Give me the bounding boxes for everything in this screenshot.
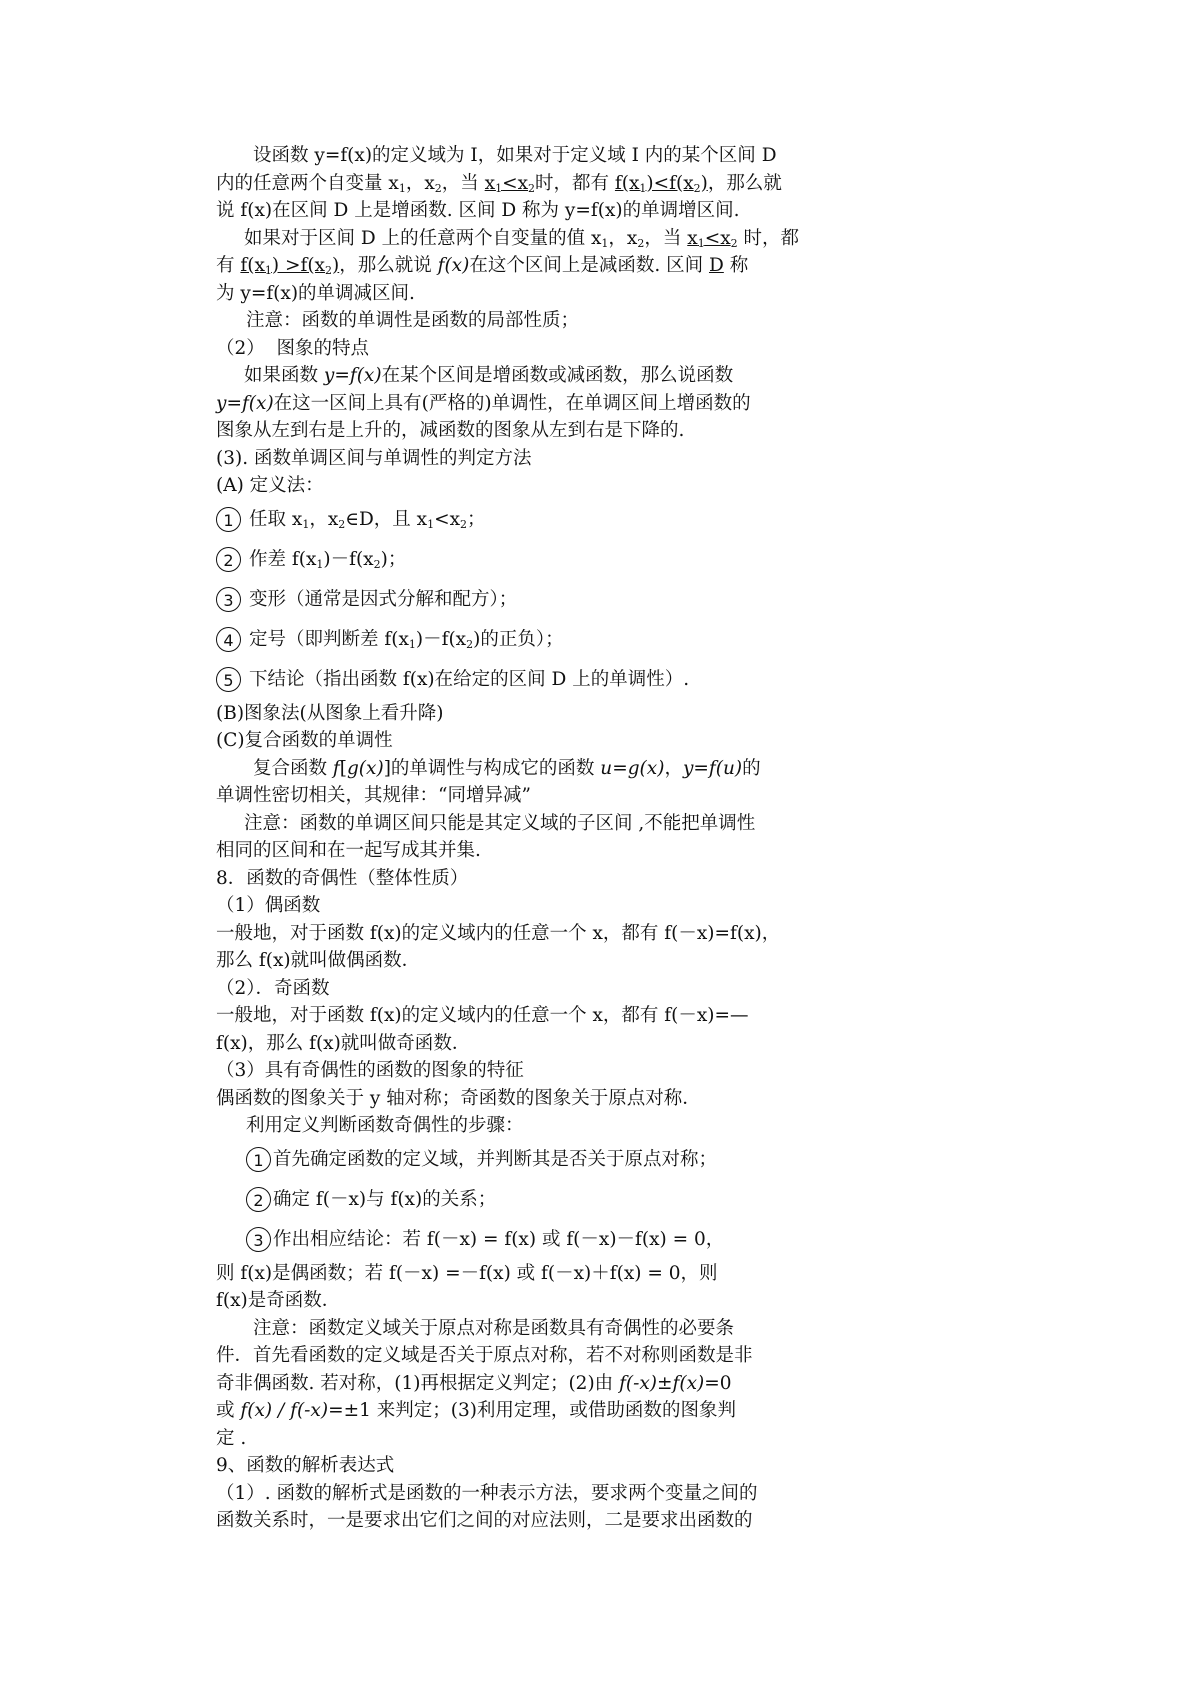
text: (A) 定义法： — [216, 475, 324, 496]
text: 奇非偶函数. 若对称，(1)再根据定义判定；(2)由 — [216, 1372, 620, 1394]
text: 变形（通常是因式分解和配方）； — [249, 588, 518, 610]
text: ； — [467, 508, 486, 530]
step-item — [216, 1140, 836, 1180]
italic-text: u=g(x) — [600, 757, 665, 779]
underlined-text — [687, 228, 737, 249]
text-line — [216, 1507, 836, 1535]
underlined-text — [485, 173, 535, 194]
text-line — [216, 390, 836, 418]
italic-text: f(x) / f(-x) — [240, 1400, 329, 1421]
text-line — [216, 1315, 836, 1343]
text: f(x)，那么 f(x)就叫做奇函数． — [216, 1032, 471, 1054]
text: ) — [700, 172, 708, 194]
circled-number: 2 — [246, 1187, 271, 1212]
subscript: 2 — [325, 264, 332, 277]
text-line — [216, 1057, 836, 1085]
text: 单调性密切相关，其规律：“同增异减” — [216, 785, 531, 806]
text: f(x — [240, 255, 265, 276]
text: 下结论（指出函数 f(x)在给定的区间 D 上的单调性）. — [249, 668, 690, 690]
text: ，那么就 — [707, 172, 782, 194]
text-line — [216, 417, 836, 445]
step-item — [216, 1180, 836, 1220]
text: ， — [664, 757, 683, 779]
text: 件．首先看函数的定义域是否关于原点对称，若不对称则函数是非 — [216, 1345, 753, 1366]
step-item — [216, 1220, 836, 1260]
text: 则 f(x)是偶函数；若 f(－x) =－f(x) 或 f(－x)＋f(x) = 0，则 — [216, 1262, 718, 1284]
italic-text: f(x) — [672, 1372, 705, 1394]
text-line — [216, 947, 836, 975]
italic-text: y=f(x) — [323, 365, 382, 386]
text: ，x — [405, 172, 435, 194]
text-line — [216, 1287, 836, 1315]
text-line — [216, 170, 836, 198]
document-page — [216, 142, 836, 1535]
text: ) >f(x — [271, 255, 325, 276]
text: [ — [339, 757, 347, 779]
text: （2）．奇函数 — [216, 977, 330, 999]
text: 作出相应结论：若 f(－x) = f(x) 或 f(－x)－f(x) = 0， — [273, 1228, 725, 1250]
text: ∈D，且 x — [345, 508, 428, 530]
text: 定号（即判断差 f(x — [249, 628, 409, 650]
circled-number: 3 — [246, 1227, 271, 1252]
section-heading: （2） 图象的特点 — [216, 337, 370, 359]
text: （3）具有奇偶性的函数的图象的特征 — [216, 1060, 524, 1081]
text: 一般地，对于函数 f(x)的定义域内的任意一个 x，都有 f(－x)=— — [216, 1005, 749, 1026]
subscript: 2 — [730, 236, 738, 250]
text-line — [216, 782, 836, 810]
text: ) — [332, 255, 340, 276]
text-line — [216, 1002, 836, 1030]
circled-number: 4 — [216, 627, 241, 652]
text-line — [216, 1425, 836, 1453]
circled-number: 2 — [216, 547, 241, 572]
text-line — [216, 1397, 836, 1425]
text: )的正负）； — [473, 628, 564, 650]
text: ，当 — [441, 172, 485, 194]
text: 内的任意两个自变量 x — [216, 172, 399, 194]
text: )－f(x — [415, 628, 467, 650]
italic-text: f(-x) — [619, 1372, 658, 1394]
italic-text: f(x) — [437, 255, 470, 276]
text: 在这个区间上是减函数. 区间 — [469, 255, 709, 276]
text: 一般地，对于函数 f(x)的定义域内的任意一个 x，都有 f(－x)=f(x)， — [216, 922, 781, 944]
text-line — [216, 197, 836, 225]
text: (C)复合函数的单调性 — [216, 730, 393, 751]
underlined-text — [615, 173, 708, 194]
italic-text: y=f(u) — [682, 757, 743, 779]
text: 复合函数 — [253, 757, 333, 779]
text: 如果对于区间 D 上的任意两个自变量的值 x — [244, 227, 602, 249]
subscript: 1 — [408, 637, 416, 651]
text: （1）偶函数 — [216, 895, 321, 916]
text-line — [216, 1085, 836, 1113]
text: 的单调性与构成它的函数 — [390, 757, 601, 779]
step-item — [216, 580, 836, 620]
text: ，x — [309, 508, 339, 530]
text: ] — [383, 757, 391, 779]
step-item — [216, 540, 836, 580]
italic-text: g(x) — [346, 757, 384, 779]
text: 有 — [216, 255, 241, 276]
text: 称 — [723, 255, 749, 276]
text: 确定 f(－x)与 f(x)的关系； — [273, 1188, 497, 1210]
text-line — [216, 975, 836, 1003]
circled-number: 5 — [216, 667, 241, 692]
subscript: 1 — [427, 517, 435, 531]
section-heading: 8．函数的奇偶性（整体性质） — [216, 867, 469, 889]
text: ，那么就说 — [339, 255, 438, 276]
step-item — [216, 500, 836, 540]
text: =±1 来判定；(3)利用定理，或借助函数的图象判 — [328, 1400, 736, 1421]
text: x — [687, 227, 698, 249]
text: 偶函数的图象关于 y 轴对称；奇函数的图象关于原点对称． — [216, 1087, 701, 1109]
text: 那么 f(x)就叫做偶函数． — [216, 950, 421, 971]
text-line — [216, 1480, 836, 1508]
text-line — [216, 335, 836, 363]
italic-text: y=f(x) — [216, 392, 274, 414]
subscript: 2 — [460, 517, 468, 531]
section-heading: 9、函数的解析表达式 — [216, 1455, 395, 1476]
text: )－f(x — [323, 548, 374, 570]
text-line — [216, 1370, 836, 1398]
text-line — [216, 727, 836, 755]
text: 图象从左到右是上升的，减函数的图象从左到右是下降的. — [216, 420, 685, 441]
text: 设函数 y=f(x)的定义域为 I，如果对于定义域 I 内的某个区间 D — [253, 145, 777, 166]
underlined-text — [240, 255, 339, 276]
text: （1）. 函数的解析式是函数的一种表示方法，要求两个变量之间的 — [216, 1482, 758, 1504]
text-line — [216, 892, 836, 920]
text-line — [216, 700, 836, 728]
text-line — [216, 837, 836, 865]
text: 相同的区间和在一起写成其并集. — [216, 840, 481, 861]
text: 利用定义判断函数奇偶性的步骤： — [246, 1115, 524, 1136]
text-line — [216, 865, 836, 893]
text-line — [216, 755, 836, 783]
text-line — [216, 280, 836, 308]
text: 时，都 — [737, 227, 800, 249]
subscript: 1 — [264, 264, 272, 277]
text: <x — [502, 172, 529, 194]
italic-text: f — [332, 757, 340, 779]
text-line — [216, 1260, 836, 1288]
step-item — [216, 660, 836, 700]
subscript: 1 — [316, 557, 324, 571]
text: 说 f(x)在区间 D 上是增函数. 区间 D 称为 y=f(x)的单调增区间. — [216, 200, 740, 221]
circled-number: 1 — [216, 507, 241, 532]
subscript: 2 — [338, 517, 346, 531]
text: (B)图象法(从图象上看升降) — [216, 702, 444, 724]
text-line — [216, 1112, 836, 1140]
text-line — [216, 252, 836, 280]
text: )； — [380, 548, 407, 570]
subscript: 1 — [639, 181, 647, 195]
text: 为 y=f(x)的单调减区间. — [216, 282, 415, 304]
subscript: 1 — [495, 181, 503, 195]
text: 的 — [742, 757, 761, 779]
text: 注意：函数的单调区间只能是其定义域的子区间 ,不能把单调性 — [244, 812, 756, 834]
text-line — [216, 362, 836, 390]
text: 如果函数 — [244, 365, 324, 386]
text: f(x)是奇函数． — [216, 1290, 341, 1311]
text: 定 . — [216, 1427, 247, 1449]
text-line — [216, 1452, 836, 1480]
text: ± — [657, 1372, 673, 1394]
subscript: 2 — [434, 181, 442, 195]
text: 注意：函数的单调性是函数的局部性质； — [246, 310, 580, 331]
text: 任取 x — [249, 508, 303, 530]
text: 注意：函数定义域关于原点对称是函数具有奇偶性的必要条 — [253, 1317, 735, 1339]
text: )<f(x — [646, 172, 694, 194]
subscript: 2 — [528, 181, 536, 195]
text-line — [216, 225, 836, 253]
text: 函数关系时，一是要求出它们之间的对应法则，二是要求出函数的 — [216, 1510, 753, 1531]
text: <x — [704, 227, 731, 249]
text: 首先确定函数的定义域，并判断其是否关于原点对称； — [273, 1148, 718, 1170]
text: 在某个区间是增函数或减函数，那么说函数 — [381, 365, 734, 386]
step-item — [216, 620, 836, 660]
text: 或 — [216, 1400, 241, 1421]
text-line — [216, 1342, 836, 1370]
subscript: 1 — [398, 181, 406, 195]
text: 作差 f(x — [249, 548, 317, 570]
text: ，当 — [644, 227, 688, 249]
text: 在这一区间上具有(严格的)单调性，在单调区间上增函数的 — [273, 392, 751, 414]
subscript: 2 — [466, 637, 474, 651]
text-line — [216, 1030, 836, 1058]
text: ，x — [608, 227, 638, 249]
text-line — [216, 810, 836, 838]
subscript: 1 — [601, 236, 609, 250]
text-line — [216, 920, 836, 948]
text-line — [216, 472, 836, 500]
subscript: 2 — [693, 181, 701, 195]
circled-number: 1 — [246, 1147, 271, 1172]
text: f(x — [614, 172, 640, 194]
text-line — [216, 142, 836, 170]
text: <x — [434, 508, 461, 530]
text-line — [216, 445, 836, 473]
underlined-text: D — [708, 255, 724, 276]
text-line — [216, 307, 836, 335]
text: =0 — [704, 1372, 732, 1394]
text: 时，都有 — [535, 172, 615, 194]
subscript: 1 — [697, 236, 705, 250]
circled-number: 3 — [216, 587, 241, 612]
section-heading: (3). 函数单调区间与单调性的判定方法 — [216, 447, 532, 469]
text: x — [484, 172, 496, 194]
subscript: 2 — [637, 236, 645, 250]
subscript: 2 — [373, 557, 381, 571]
subscript: 1 — [302, 517, 310, 531]
